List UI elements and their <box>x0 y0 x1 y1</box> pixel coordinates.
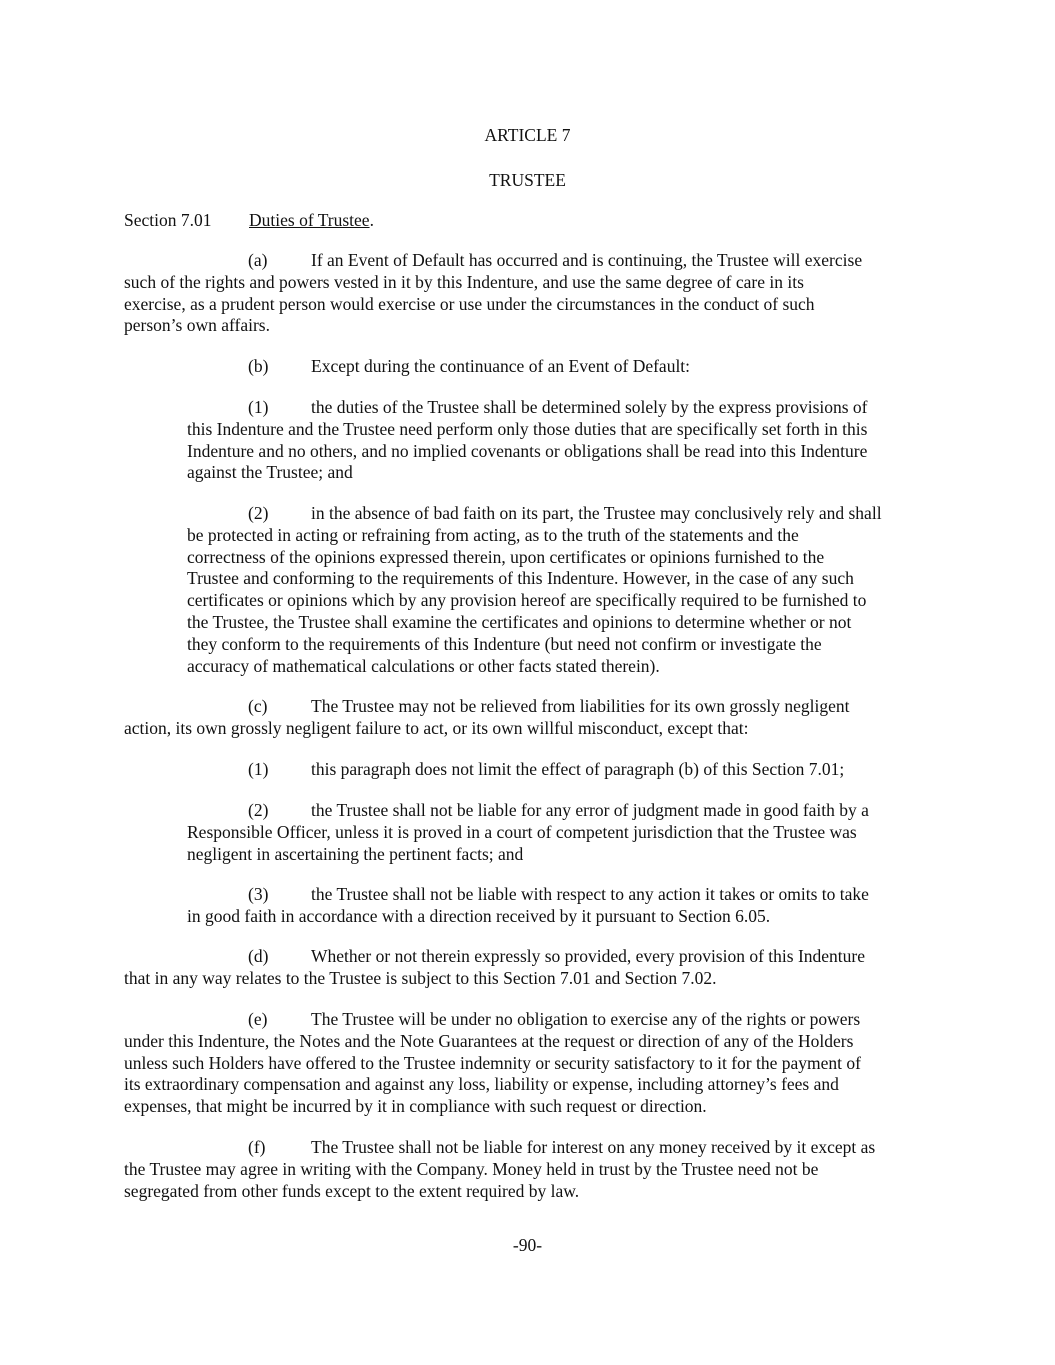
article-heading: ARTICLE 7 <box>484 125 571 145</box>
paragraph-line: in good faith in accordance with a direction received by it pursuant to Section 6.05. <box>187 905 771 926</box>
section-heading <box>124 210 374 232</box>
paragraph-line: Except during the continuance of an Event of Default: <box>311 356 691 376</box>
paragraph-label: (e) <box>248 1009 268 1029</box>
paragraph-line: Indenture and no others, and no implied covenants or obligations shall be read into this Indenture <box>187 440 868 461</box>
paragraph-line: Responsible Officer, unless it is proved in a court of competent jurisdiction that the Trustee was <box>187 821 857 842</box>
paragraph-line: correctness of the opinions expressed therein, upon certificates or opinions furnished to the <box>187 546 825 567</box>
paragraph-line: that in any way relates to the Trustee is subject to this Section 7.01 and Section 7.02. <box>124 967 717 988</box>
paragraph-line: the Trustee may agree in writing with the Company. Money held in trust by the Trustee need not be <box>124 1158 819 1179</box>
paragraph-line: exercise, as a prudent person would exercise or use under the circumstances in the conduct of such <box>124 293 815 314</box>
paragraph-line: under this Indenture, the Notes and the Note Guarantees at the request or direction of any of the Holders <box>124 1030 854 1051</box>
page-number: -90- <box>512 1235 543 1255</box>
paragraph-b <box>124 356 690 378</box>
section-number: Section 7.01 <box>124 210 212 230</box>
paragraph-line: against the Trustee; and <box>187 462 353 483</box>
paragraph-line: they conform to the requirements of this Indenture (but need not confirm or investigate the <box>187 633 822 654</box>
paragraph-line: such of the rights and powers vested in it by this Indenture, and use the same degree of care in its <box>124 271 804 292</box>
paragraph-line: person’s own affairs. <box>124 315 270 336</box>
section-title: Duties of Trustee <box>249 210 370 230</box>
paragraph-label: (b) <box>248 356 269 376</box>
paragraph-line: in the absence of bad faith on its part, the Trustee may conclusively rely and shall <box>311 503 882 523</box>
paragraph-b2 <box>187 503 882 677</box>
paragraph-label: (1) <box>248 397 269 417</box>
paragraph-line: the Trustee shall not be liable for any error of judgment made in good faith by a <box>311 800 869 820</box>
paragraph-c <box>124 696 850 740</box>
paragraph-c1 <box>187 759 844 781</box>
paragraph-a <box>124 250 862 337</box>
paragraph-label: (f) <box>248 1137 266 1157</box>
paragraph-line: Whether or not therein expressly so provided, every provision of this Indenture <box>311 946 866 966</box>
paragraph-f <box>124 1137 875 1202</box>
paragraph-label: (3) <box>248 884 269 904</box>
paragraph-line: The Trustee shall not be liable for interest on any money received by it except as <box>311 1137 876 1157</box>
paragraph-line: negligent in ascertaining the pertinent facts; and <box>187 843 524 864</box>
paragraph-line: The Trustee may not be relieved from liabilities for its own grossly negligent <box>311 696 850 716</box>
paragraph-line: unless such Holders have offered to the Trustee indemnity or security satisfactory to it for the payment of <box>124 1052 861 1073</box>
paragraph-label: (a) <box>248 250 268 270</box>
section-title-punct: . <box>369 210 374 230</box>
paragraph-line: be protected in acting or refraining from acting, as to the truth of the statements and the <box>187 524 799 545</box>
paragraph-c2 <box>187 800 869 865</box>
paragraph-line: this Indenture and the Trustee need perform only those duties that are specifically set forth in this <box>187 418 868 439</box>
paragraph-label: (1) <box>248 759 269 779</box>
paragraph-label: (2) <box>248 800 269 820</box>
paragraph-label: (c) <box>248 696 268 716</box>
paragraph-line: its extraordinary compensation and against any loss, liability or expense, including attorney’s fees and <box>124 1074 839 1095</box>
paragraph-label: (2) <box>248 503 269 523</box>
paragraph-line: certificates or opinions which by any provision hereof are specifically required to be furnished to <box>187 590 867 611</box>
paragraph-line: If an Event of Default has occurred and is continuing, the Trustee will exercise <box>311 250 863 270</box>
paragraph-line: expenses, that might be incurred by it in compliance with such request or direction. <box>124 1096 707 1117</box>
paragraph-line: Trustee and conforming to the requirements of this Indenture. However, in the case of any such <box>187 568 854 589</box>
paragraph-b1 <box>187 397 868 484</box>
paragraph-line: the Trustee shall not be liable with respect to any action it takes or omits to take <box>311 884 869 904</box>
paragraph-line: the duties of the Trustee shall be determined solely by the express provisions of <box>311 397 868 417</box>
paragraph-label: (d) <box>248 946 269 966</box>
paragraph-line: action, its own grossly negligent failure to act, or its own willful misconduct, except that: <box>124 717 749 738</box>
paragraph-line: The Trustee will be under no obligation to exercise any of the rights or powers <box>311 1009 861 1029</box>
paragraph-line: accuracy of mathematical calculations or other facts stated therein). <box>187 655 660 676</box>
paragraph-c3 <box>187 884 869 928</box>
paragraph-line: segregated from other funds except to the extent required by law. <box>124 1180 580 1201</box>
paragraph-d <box>124 946 865 990</box>
article-title: TRUSTEE <box>489 170 566 190</box>
paragraph-line: the Trustee, the Trustee shall examine the certificates and opinions to determine whether or not <box>187 611 852 632</box>
paragraph-line: this paragraph does not limit the effect of paragraph (b) of this Section 7.01; <box>311 759 845 779</box>
paragraph-e <box>124 1009 861 1118</box>
